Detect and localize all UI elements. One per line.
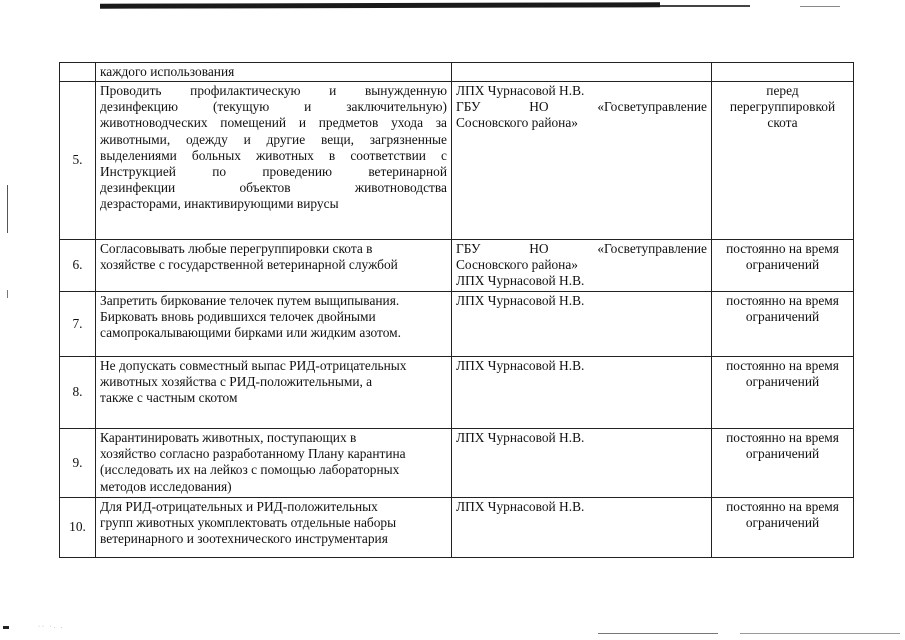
row-number-cell	[60, 63, 96, 82]
action-line: хозяйстве с государственной ветеринарной службой	[100, 257, 398, 273]
term-line: постоянно на время	[726, 499, 839, 514]
scan-artifact-left-mark	[7, 290, 8, 298]
term-cell	[712, 292, 854, 357]
responsible-cell	[452, 82, 712, 240]
term-line: постоянно на время	[726, 430, 839, 445]
table-row	[60, 240, 854, 292]
table-row	[60, 498, 854, 558]
responsible-line: ГБУ НО «Госветуправление	[456, 99, 707, 115]
term-line: постоянно на время	[726, 293, 839, 308]
term-line: перегруппировкой	[729, 99, 836, 115]
scan-artifact-bottom-dot	[3, 626, 9, 629]
responsible-line: ЛПХ Чурнасовой Н.В.	[456, 499, 585, 514]
responsible-cell	[452, 357, 712, 429]
term-cell	[712, 357, 854, 429]
action-line: дезрасторами, инактивирующими вирусы	[100, 196, 339, 212]
responsible-line: ЛПХ Чурнасовой Н.В.	[456, 273, 585, 289]
row-number-cell: 10.	[60, 498, 96, 558]
action-line: Для РИД-отрицательных и РИД-положительных	[100, 499, 378, 514]
scan-artifact-top-bar	[800, 6, 840, 7]
table-row	[60, 292, 854, 357]
action-line: самопрокалывающими бирками или жидким азотом.	[100, 325, 401, 341]
row-number-cell: 8.	[60, 357, 96, 429]
action-line: методов исследования)	[100, 478, 232, 494]
table-row	[60, 82, 854, 240]
row-number-cell: 6.	[60, 240, 96, 292]
scan-artifact-left-mark	[7, 185, 8, 233]
action-line: животных хозяйства с РИД-положительными, а	[100, 374, 373, 390]
table-row	[60, 429, 854, 498]
scan-artifact-top-bar	[660, 5, 750, 7]
action-line: ветеринарного и зоотехнического инструментария	[100, 531, 388, 547]
term-cell	[712, 429, 854, 498]
table-row	[60, 357, 854, 429]
action-cell	[96, 429, 452, 498]
action-line: хозяйство согласно разработанному Плану карантина	[100, 446, 406, 462]
scan-artifact-bottom-line	[740, 633, 900, 634]
action-line: Инструкцией по проведению ветеринарной	[100, 164, 447, 180]
scan-artifact-specks: ·· ·. .	[38, 624, 64, 630]
responsible-line: ГБУ НО «Госветуправление	[456, 241, 707, 256]
responsible-cell	[452, 63, 712, 82]
term-line: скота	[767, 115, 798, 131]
action-line: Проводить профилактическую и вынужденную	[100, 83, 447, 98]
action-cell	[96, 292, 452, 357]
action-line: Не допускать совместный выпас РИД-отрицательных	[100, 358, 407, 373]
scan-artifact-top-bar	[100, 2, 660, 8]
term-cell	[712, 63, 854, 82]
responsible-cell	[452, 429, 712, 498]
action-cell	[96, 63, 452, 82]
responsible-line: Сосновского района»	[456, 115, 578, 131]
action-line: дезинфекцию (текущую и заключительную)	[100, 99, 447, 115]
action-line: (исследовать их на лейкоз с помощью лабораторных	[100, 462, 400, 478]
term-line: постоянно на время	[726, 358, 839, 373]
action-cell	[96, 240, 452, 292]
action-line: также с частным скотом	[100, 390, 238, 406]
responsible-line: ЛПХ Чурнасовой Н.В.	[456, 430, 585, 445]
action-cell	[96, 357, 452, 429]
action-line: Карантинировать животных, поступающих в	[100, 430, 357, 445]
term-line: ограничений	[745, 374, 820, 390]
action-cell	[96, 498, 452, 558]
table-row	[60, 63, 854, 82]
action-line: каждого использования	[100, 64, 235, 79]
term-line: ограничений	[745, 515, 820, 531]
responsible-line: ЛПХ Чурнасовой Н.В.	[456, 83, 585, 98]
action-line: Запретить биркование телочек путем выщипывания.	[100, 293, 400, 308]
measures-table	[59, 62, 854, 558]
action-line: Согласовывать любые перегруппировки скота в	[100, 241, 373, 256]
action-line: выделениями больных животных в соответствии с	[100, 147, 447, 163]
row-number-cell: 5.	[60, 82, 96, 240]
responsible-line: ЛПХ Чурнасовой Н.В.	[456, 293, 585, 308]
responsible-line: ЛПХ Чурнасовой Н.В.	[456, 358, 585, 373]
action-line: дезинфекции объектов животноводства	[100, 180, 447, 196]
responsible-cell	[452, 498, 712, 558]
action-line: Бирковать вновь родившихся телочек двойными	[100, 309, 376, 325]
responsible-line: Сосновского района»	[456, 257, 578, 273]
term-cell	[712, 498, 854, 558]
action-cell	[96, 82, 452, 240]
action-line: животными, одежду и другие вещи, загрязненные	[100, 131, 447, 147]
term-line: ограничений	[745, 257, 820, 273]
responsible-cell	[452, 292, 712, 357]
row-number-cell: 9.	[60, 429, 96, 498]
row-number-cell: 7.	[60, 292, 96, 357]
term-line: постоянно на время	[726, 241, 839, 256]
term-cell	[712, 240, 854, 292]
term-line: ограничений	[745, 446, 820, 462]
scan-artifact-bottom-line	[598, 633, 718, 634]
term-line: ограничений	[745, 309, 820, 325]
action-line: групп животных укомплектовать отдельные наборы	[100, 515, 397, 531]
term-line: перед	[766, 83, 799, 98]
action-line: животноводческих помещений и предметов ухода за	[100, 115, 447, 131]
responsible-cell	[452, 240, 712, 292]
term-cell	[712, 82, 854, 240]
